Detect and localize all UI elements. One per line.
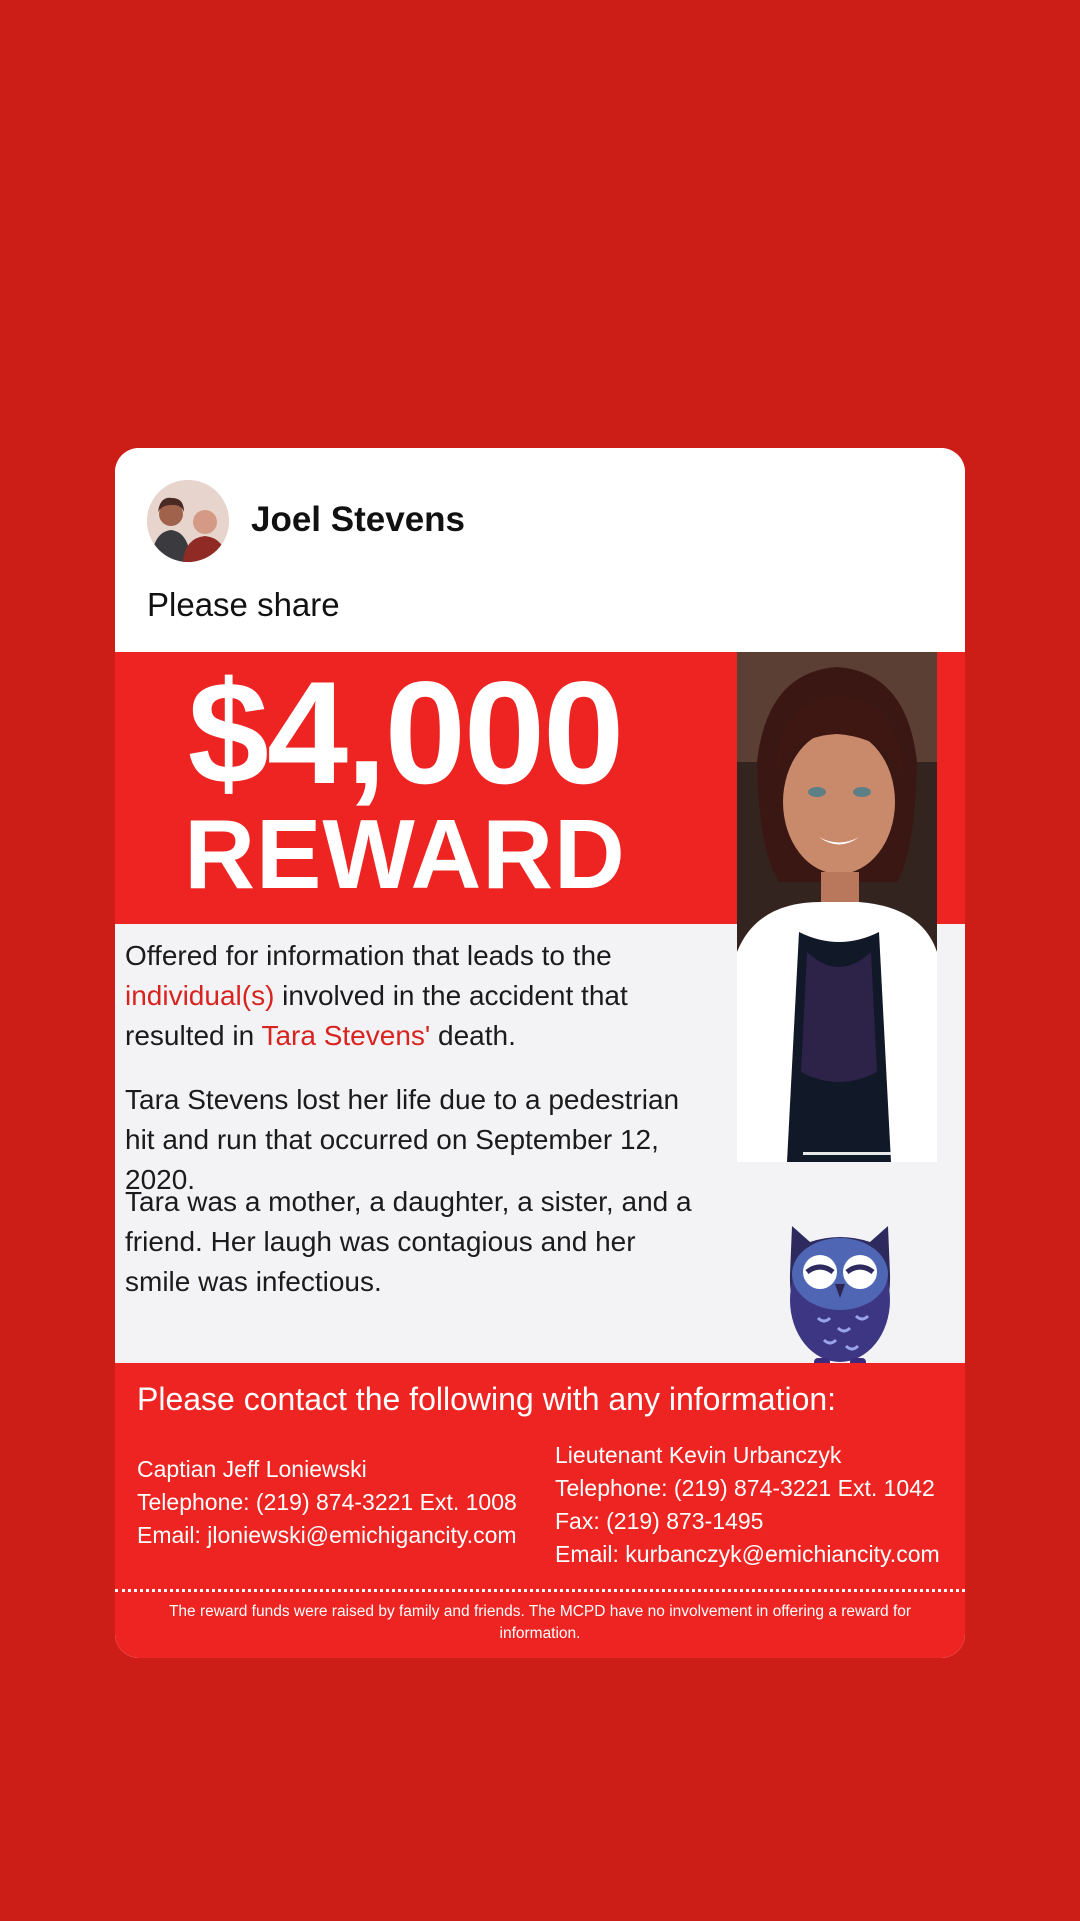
incident-details: Tara Stevens lost her life due to a pedestrian hit and run that occurred on September 12, 2020. xyxy=(125,1084,680,1195)
contact-name: Captian Jeff Loniewski xyxy=(137,1456,367,1482)
contact-heading: Please contact the following with any information: xyxy=(137,1381,837,1417)
contact-card-captain xyxy=(137,1453,517,1552)
tribute-text: Tara was a mother, a daughter, a sister, and a friend. Her laugh was contagious and her smile was infectious. xyxy=(125,1186,692,1297)
victim-photo xyxy=(737,652,937,1162)
individuals-highlight: individual(s) xyxy=(125,980,275,1011)
author-name[interactable]: Joel Stevens xyxy=(251,500,465,539)
profile-avatar-icon xyxy=(147,480,229,562)
contact-section xyxy=(115,1363,965,1658)
victim-name-highlight: Tara Stevens' xyxy=(261,1020,431,1051)
description-text: Offered for information that leads to the xyxy=(125,940,612,971)
contact-name: Lieutenant Kevin Urbanczyk xyxy=(555,1442,842,1468)
reward-poster xyxy=(115,652,965,1658)
contact-phone[interactable]: Telephone: (219) 874-3221 Ext. 1042 xyxy=(555,1475,935,1501)
description-text: death. xyxy=(430,1020,516,1051)
disclaimer-text: The reward funds were raised by family and friends. The MCPD have no involvement in offering a reward for information. xyxy=(168,1603,912,1642)
author-avatar[interactable] xyxy=(147,480,229,562)
contact-fax: Fax: (219) 873-1495 xyxy=(555,1508,764,1534)
shared-post-card[interactable] xyxy=(115,448,965,1658)
description-text: involved in the accident that resulted in xyxy=(125,980,628,1051)
post-caption: Please share xyxy=(147,586,340,623)
contact-card-lieutenant xyxy=(555,1439,940,1571)
reward-amount: $4,000 xyxy=(187,651,623,814)
contact-phone[interactable]: Telephone: (219) 874-3221 Ext. 1008 xyxy=(137,1489,517,1515)
reward-heading: REWARD xyxy=(184,799,626,909)
post-header xyxy=(115,448,965,652)
owl-icon xyxy=(780,1214,900,1376)
portrait-photo-icon xyxy=(737,652,937,1162)
reward-description xyxy=(125,936,705,1056)
owl-mascot xyxy=(780,1214,900,1376)
contact-email[interactable]: Email: kurbanczyk@emichiancity.com xyxy=(555,1541,940,1567)
contact-email[interactable]: Email: jloniewski@emichigancity.com xyxy=(137,1522,517,1548)
divider xyxy=(115,1589,965,1592)
